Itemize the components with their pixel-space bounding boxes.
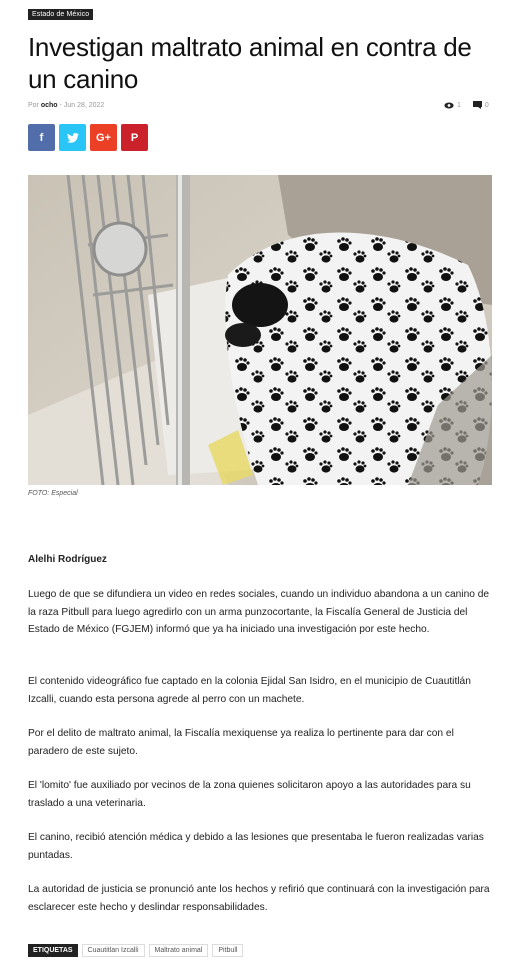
paragraph-2: El contenido videográfico fue captado en la colonia Ejidal San Isidro, en el municipio de Cuautitlán Izcalli, cuando esta persona agrede al perro con un machete. [28, 676, 471, 705]
article-stats [444, 101, 489, 109]
article-meta [28, 102, 104, 109]
eye-icon [444, 102, 454, 109]
paragraph-3: Por el delito de maltrato animal, la Fiscalía mexiquense ya realiza lo pertinente para dar con el paradero de este sujeto. [28, 728, 454, 757]
tag-link[interactable]: Maltrato animal [149, 944, 209, 957]
publish-date: Jun 28, 2022 [63, 102, 105, 109]
tag-link[interactable]: Pitbull [212, 944, 243, 957]
pinterest-icon: P [130, 131, 139, 144]
comments-counter[interactable] [473, 101, 489, 109]
comments-count: 0 [484, 101, 489, 109]
author-link[interactable]: ocho [40, 102, 58, 109]
paragraph-5: El canino, recibió atención médica y debido a las lesiones que presentaba le fueron realizadas varias puntadas. [28, 832, 484, 861]
tags-label: ETIQUETAS [28, 944, 78, 957]
photo-caption: FOTO: Especial [28, 490, 78, 497]
tag-link[interactable]: Cuautitlan Izcalli [82, 944, 145, 957]
meta-separator: - [59, 102, 62, 109]
share-buttons [28, 124, 148, 151]
views-count: 1 [457, 101, 461, 109]
views-counter [444, 102, 461, 109]
paragraph-1: Luego de que se difundiera un video en redes sociales, cuando un individuo abandona a un canino de la raza Pitbull para luego agredirlo con un arma punzocortante, la Fiscalía General de Justicia del Estado de México (FGJEM) informó que ya ha iniciado una investigación por este hecho. [28, 589, 490, 635]
article-photo [28, 175, 492, 485]
googleplus-icon: G+ [96, 131, 111, 144]
facebook-icon: f [39, 131, 44, 144]
tags-bar [28, 944, 243, 957]
byline: Alelhi Rodríguez [28, 554, 107, 565]
article-title: Investigan maltrato animal en contra de un canino [28, 32, 472, 94]
googleplus-share-button[interactable] [90, 124, 117, 151]
paragraph-4: El 'lomito' fue auxiliado por vecinos de la zona quienes solicitaron apoyo a las autoridades para su traslado a una veterinaria. [28, 780, 471, 809]
by-label: Por [28, 102, 39, 109]
dog-in-cage-image [28, 175, 492, 485]
paragraph-6: La autoridad de justicia se pronunció ante los hechos y refirió que continuará con la investigación para esclarecer este hecho y deslindar responsabilidades. [28, 884, 490, 913]
twitter-share-button[interactable] [59, 124, 86, 151]
twitter-icon [67, 133, 79, 143]
comment-icon [473, 101, 482, 109]
category-badge[interactable]: Estado de México [28, 9, 93, 20]
pinterest-share-button[interactable] [121, 124, 148, 151]
facebook-share-button[interactable] [28, 124, 55, 151]
